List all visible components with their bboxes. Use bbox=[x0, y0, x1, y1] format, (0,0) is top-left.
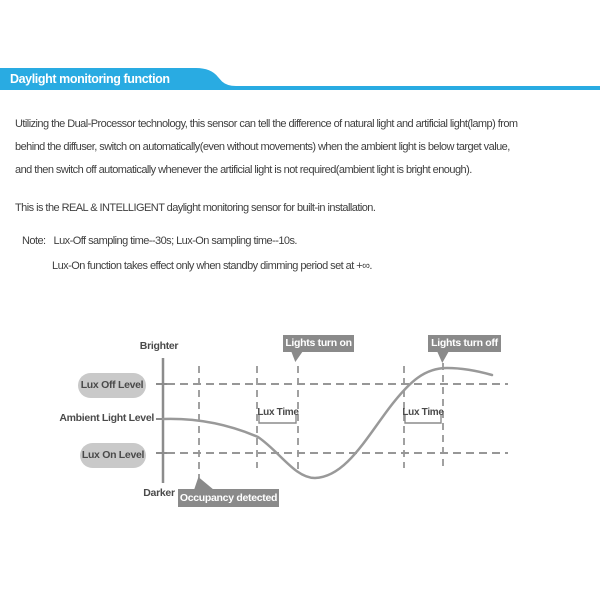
lights-turn-on-callout: Lights turn on bbox=[283, 335, 354, 352]
paragraph-1-line-1: Utilizing the Dual-Processor technology, this sensor can tell the difference of natural light and artificial light(lamp) from bbox=[15, 118, 518, 130]
paragraph-1-line-2: behind the diffuser, switch on automatically(even without movements) when the ambient light is below target value, bbox=[15, 141, 510, 153]
occupancy-detected-callout: Occupancy detected bbox=[178, 489, 279, 507]
section-title: Daylight monitoring function bbox=[10, 72, 170, 86]
paragraph-2: This is the REAL & INTELLIGENT daylight monitoring sensor for built-in installation. bbox=[15, 202, 376, 214]
lux-off-level-pill: Lux Off Level bbox=[78, 373, 146, 398]
note-label: Note: bbox=[22, 235, 46, 247]
lux-on-level-pill: Lux On Level bbox=[80, 443, 146, 468]
note-line-2: Lux-On function takes effect only when standby dimming period set at +∞. bbox=[52, 260, 372, 272]
note-line-1 bbox=[22, 231, 297, 251]
lux-time-label-1: Lux Time bbox=[257, 407, 299, 418]
axis-label-darker: Darker bbox=[143, 487, 175, 499]
lux-time-label-2: Lux Time bbox=[402, 407, 444, 418]
note-text-1: Lux-Off sampling time--30s; Lux-On sampling time--10s. bbox=[53, 235, 297, 247]
axis-label-brighter: Brighter bbox=[139, 340, 179, 352]
paragraph-1 bbox=[15, 113, 593, 182]
paragraph-1-line-3: and then switch off automatically whenever the artificial light is not required(ambient light is bright enough). bbox=[15, 164, 472, 176]
lights-turn-off-callout: Lights turn off bbox=[428, 335, 501, 352]
daylight-monitoring-diagram bbox=[0, 320, 600, 535]
ambient-light-level-label: Ambient Light Level bbox=[59, 412, 154, 424]
